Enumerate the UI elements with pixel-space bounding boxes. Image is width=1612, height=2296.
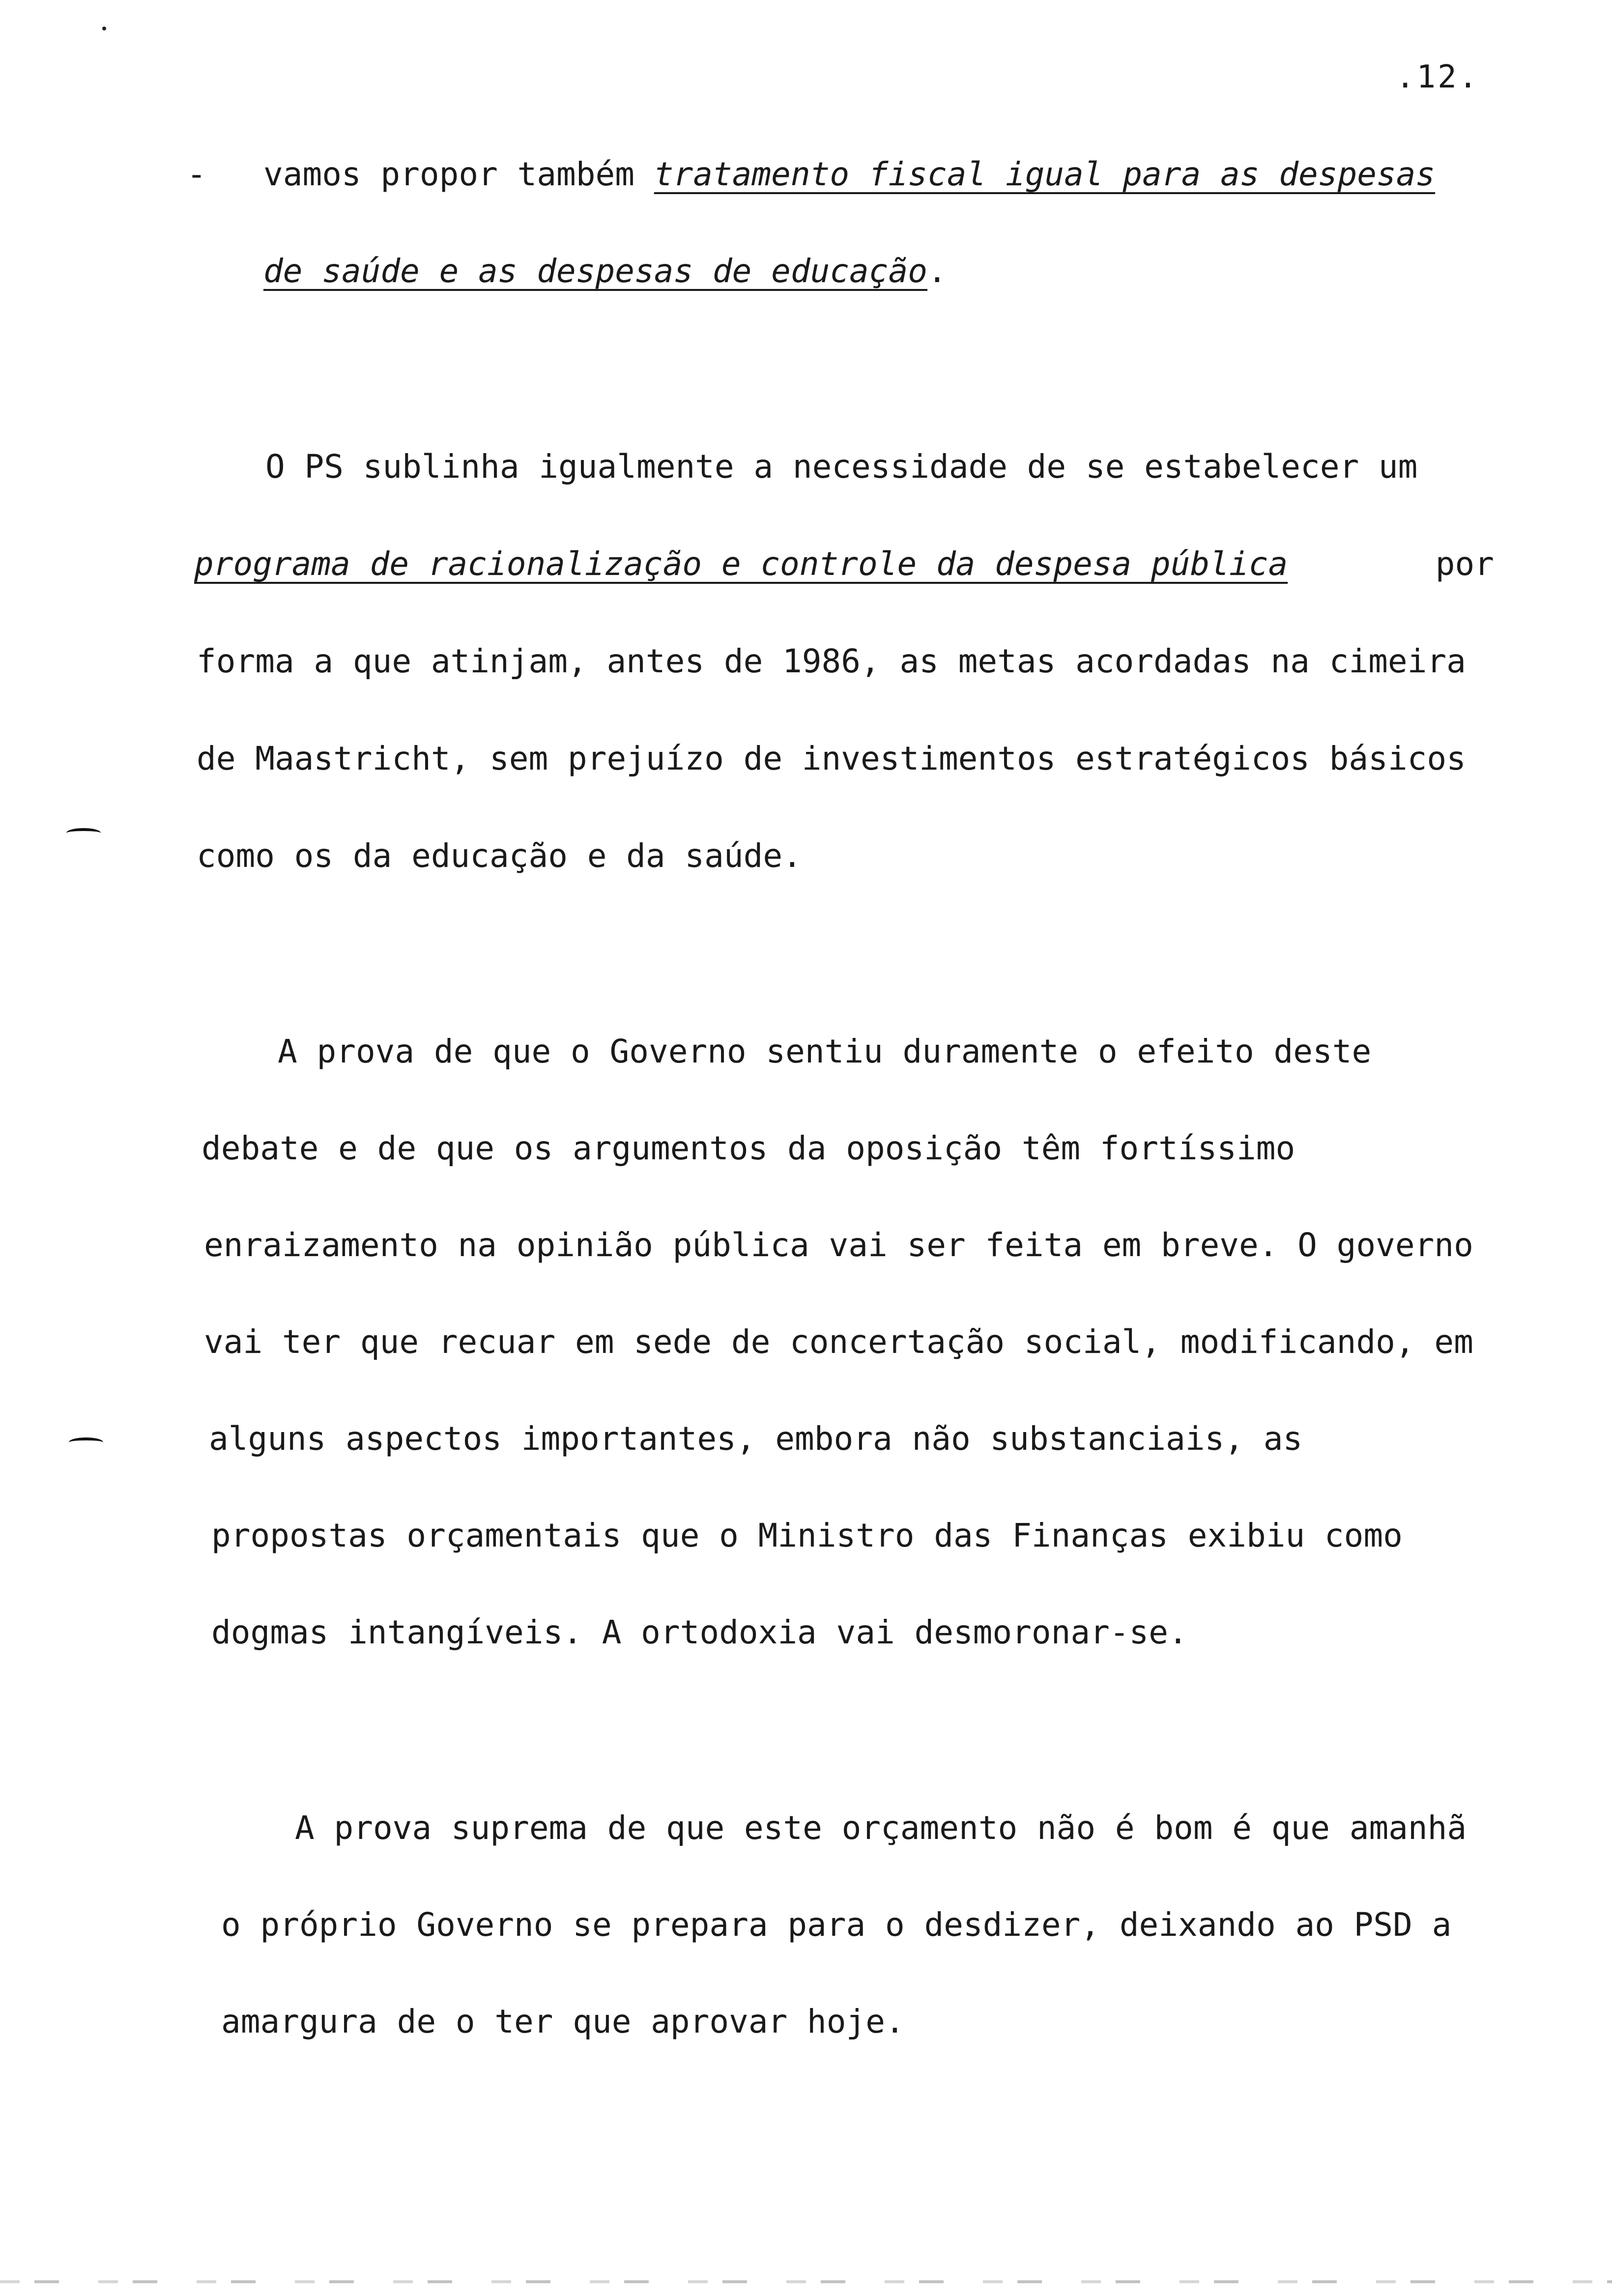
- paragraph-text: forma a que atinjam, antes de 1986, as metas acordadas na cimeira: [197, 642, 1466, 680]
- bullet-underlined-text: tratamento fiscal igual para as despesas: [654, 155, 1436, 193]
- bullet-line-1: [263, 155, 1435, 194]
- paragraph-3-line-1: [295, 1808, 1467, 1848]
- paragraph-2-line-1: [278, 1032, 1371, 1071]
- paragraph-text: A prova suprema de que este orçamento não é bom é que amanhã: [295, 1809, 1467, 1847]
- paragraph-2-line-6: [211, 1516, 1403, 1555]
- paragraph-text: como os da educação e da saúde.: [197, 837, 802, 875]
- bullet-underlined-text: de saúde e as despesas de educação: [263, 252, 928, 290]
- bullet-dash: -: [187, 155, 206, 193]
- paragraph-1-line-3: [197, 642, 1466, 681]
- paragraph-underlined-text: programa de racionalização e controle da despesa pública: [194, 545, 1288, 583]
- paragraph-1-line-1: [265, 447, 1494, 487]
- paragraph-text: debate e de que os argumentos da oposição têm fortíssimo: [202, 1129, 1295, 1167]
- paragraph-2-line-5: [209, 1419, 1302, 1459]
- page-number: .12.: [1396, 59, 1480, 95]
- bullet-line-end: .: [927, 252, 947, 290]
- punch-hole-mark: [69, 1437, 103, 1447]
- paragraph-text: A prova de que o Governo sentiu duramente o efeito deste: [278, 1033, 1372, 1070]
- paragraph-3-line-3: [221, 2002, 905, 2041]
- paragraph-text: O PS sublinha igualmente a necessidade de se estabelecer um: [265, 448, 1418, 486]
- paragraph-text: amargura de o ter que aprovar hoje.: [221, 2003, 905, 2040]
- paragraph-text: enraizamento na opinião pública vai ser feita em breve. O governo: [204, 1226, 1473, 1264]
- paragraph-1-line-2: [194, 545, 1494, 584]
- paragraph-2-line-7: [211, 1613, 1188, 1652]
- paragraph-text: por: [1435, 545, 1494, 583]
- paragraph-2-line-2: [202, 1129, 1295, 1168]
- paragraph-text: vai ter que recuar em sede de concertação social, modificando, em: [204, 1323, 1473, 1361]
- paragraph-text: o próprio Governo se prepara para o desdizer, deixando ao PSD a: [221, 1906, 1452, 1944]
- scan-edge-noise: [0, 2280, 1612, 2283]
- paragraph-1-line-4: [197, 739, 1466, 778]
- paragraph-3-line-2: [221, 1905, 1451, 1945]
- scan-speck: [102, 27, 106, 30]
- paragraph-text: de Maastricht, sem prejuízo de investimentos estratégicos básicos: [197, 740, 1466, 777]
- punch-hole-mark: [66, 828, 101, 838]
- bullet-text: vamos propor também: [263, 155, 654, 193]
- paragraph-2-line-3: [204, 1226, 1473, 1265]
- paragraph-1-line-5: [197, 836, 802, 876]
- paragraph-text: dogmas intangíveis. A ortodoxia vai desmoronar-se.: [211, 1613, 1188, 1651]
- paragraph-text: alguns aspectos importantes, embora não substanciais, as: [209, 1420, 1303, 1458]
- paragraph-2-line-4: [204, 1322, 1473, 1362]
- paragraph-text: propostas orçamentais que o Ministro das Finanças exibiu como: [211, 1517, 1403, 1554]
- bullet-line-2: [263, 252, 947, 291]
